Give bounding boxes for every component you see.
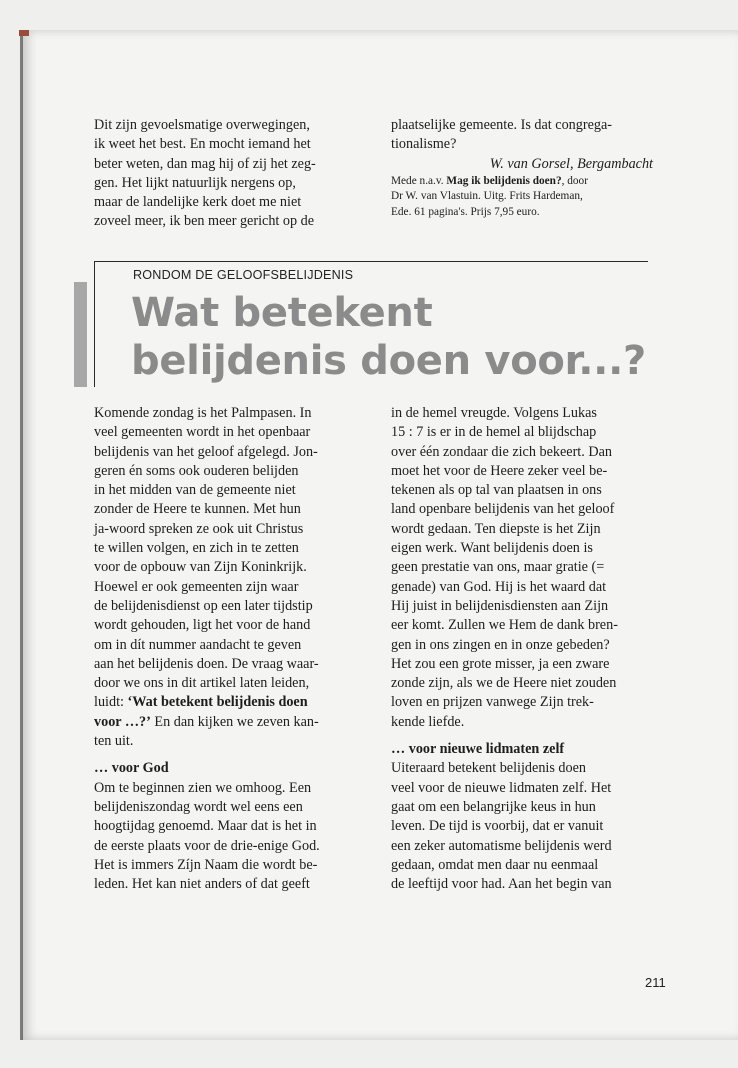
header-rule <box>94 261 648 262</box>
page-number: 211 <box>645 975 666 990</box>
text-line: de belijdenisdienst op een later tijdstip <box>94 597 313 614</box>
article-right-column <box>391 404 653 894</box>
text-line: ten uit. <box>94 733 134 750</box>
text-line: gaat om een belangrijke keus in hun <box>391 798 596 815</box>
question-line-2 <box>94 713 366 732</box>
headline-line-2: belijdenis doen voor...? <box>131 338 646 384</box>
article-headline <box>131 289 651 385</box>
text-line: belijdenis van het geloof afgelegd. Jon- <box>94 443 318 460</box>
text-line: tionalisme? <box>391 136 457 153</box>
previous-article-left-column <box>94 116 366 232</box>
headline-line-1: Wat betekent <box>131 290 433 336</box>
text-line: veel gemeenten wordt in het openbaar <box>94 424 311 441</box>
text-line: Het zou een grote misser, ja een zware <box>391 655 610 672</box>
text-line: kende liefde. <box>391 713 465 730</box>
subhead-nieuwe-lidmaten: … voor nieuwe lidmaten zelf <box>391 741 565 758</box>
text-line: voor de opbouw van Zijn Koninkrijk. <box>94 559 307 576</box>
voor-god-paragraph <box>94 779 366 895</box>
header-accent-bar <box>74 282 87 387</box>
text-line: aan het belijdenis doen. De vraag waar- <box>94 655 319 672</box>
book-spine <box>20 30 23 1040</box>
subhead-voor-god: … voor God <box>94 760 169 777</box>
spine-marker <box>19 30 29 36</box>
text-line: 15 : 7 is er in de hemel al blijdschap <box>391 424 597 441</box>
question-line-1 <box>94 693 366 712</box>
text-line: zoveel meer, ik ben meer gericht op de <box>94 213 315 230</box>
previous-article-paragraph-end <box>391 116 653 155</box>
text-line: beter weten, dan mag hij of zij het zeg- <box>94 155 316 172</box>
article-left-column <box>94 404 366 894</box>
credit-line-3: Ede. 61 pagina's. Prijs 7,95 euro. <box>391 205 540 218</box>
text-line: geren én soms ook ouderen belijden <box>94 462 299 479</box>
credit-prefix: Mede n.a.v. <box>391 174 447 187</box>
text-line: loven en prijzen vanwege Zijn trek- <box>391 694 594 711</box>
text-line: gedaan, omdat men daar nu eenmaal <box>391 856 599 873</box>
intro-paragraph <box>94 404 366 751</box>
text-line: hoogtijdag genoemd. Maar dat is het in <box>94 818 317 835</box>
text-line: Hij juist in belijdenisdiensten aan Zijn <box>391 597 609 614</box>
question-bold-1: ‘Wat betekent belijdenis doen <box>127 694 308 711</box>
credit-book-title: Mag ik belijdenis doen? <box>446 174 562 187</box>
text-line: Uiteraard betekent belijdenis doen <box>391 760 587 777</box>
credit-line-1 <box>391 174 653 190</box>
text-line: in de hemel vreugde. Volgens Lukas <box>391 405 597 421</box>
continued-paragraph <box>391 404 653 732</box>
text-line: eer komt. Zullen we Hem de dank bren- <box>391 617 618 634</box>
text-line: land openbare belijdenis van het geloof <box>391 501 615 518</box>
text-line: gen in ons zingen en in onze gebeden? <box>391 636 610 653</box>
section-kicker: RONDOM DE GELOOFSBELIJDENIS <box>133 268 354 282</box>
previous-article-right-column <box>391 116 653 220</box>
text-line: Het is immers Zíjn Naam die wordt be- <box>94 856 318 873</box>
text-line: wordt gedaan. Ten diepste is het Zijn <box>391 520 601 537</box>
text-line: plaatselijke gemeente. Is dat congrega- <box>391 117 612 133</box>
text-line: ja-woord spreken ze ook uit Christus <box>94 520 304 537</box>
text-line: Dit zijn gevoelsmatige overwegingen, <box>94 117 310 133</box>
text-line: zonde zijn, als we de Heere niet zouden <box>391 675 617 692</box>
text-line: belijdeniszondag wordt wel eens een <box>94 798 303 815</box>
text-line: in het midden van de gemeente niet <box>94 482 296 499</box>
text-line: gen. Het lijkt natuurlijk nergens op, <box>94 174 296 191</box>
text-line: Komende zondag is het Palmpasen. In <box>94 405 312 421</box>
after-question-text: En dan kijken we zeven kan- <box>150 713 319 730</box>
question-bold-2: voor …?’ <box>94 713 151 730</box>
text-line: maar de landelijke kerk doet me niet <box>94 194 302 211</box>
header-rule-vertical <box>94 261 95 387</box>
text-line: wordt gehouden, ligt het voor de hand <box>94 617 311 634</box>
nieuwe-lidmaten-paragraph <box>391 759 653 894</box>
book-credit <box>391 174 653 221</box>
text-line: Hoewel er ook gemeenten zijn waar <box>94 578 299 595</box>
text-line: ik weet het best. En mocht iemand het <box>94 136 311 153</box>
text-line: om in dít nummer aandacht te geven <box>94 636 302 653</box>
text-line: genade) van God. Hij is het waard dat <box>391 578 607 595</box>
text-line: zonder de Heere te kunnen. Met hun <box>94 501 301 518</box>
text-line: geen prestatie van ons, maar gratie (= <box>391 559 605 576</box>
text-line: de eerste plaats voor de drie-enige God. <box>94 837 320 854</box>
text-line: Om te beginnen zien we omhoog. Een <box>94 779 312 796</box>
text-line: leven. De tijd is voorbij, dat er vanuit <box>391 818 604 835</box>
credit-line-2: Dr W. van Vlastuin. Uitg. Frits Hardeman, <box>391 190 583 203</box>
text-line: veel voor de nieuwe lidmaten zelf. Het <box>391 779 612 796</box>
text-line: leden. Het kan niet anders of dat geeft <box>94 876 310 893</box>
text-line: de leeftijd voor had. Aan het begin van <box>391 876 612 893</box>
text-line: door we ons in dit artikel laten leiden, <box>94 675 310 692</box>
text-line: een zeker automatisme belijdenis werd <box>391 837 612 854</box>
luidt-text: luidt: <box>94 694 128 711</box>
text-line: tekenen als op tal van plaatsen in ons <box>391 482 602 499</box>
credit-suffix: , door <box>561 174 588 187</box>
text-line: eigen werk. Want belijdenis doen is <box>391 540 593 557</box>
previous-article-paragraph <box>94 116 366 232</box>
text-line: moet het voor de Heere zeker veel be- <box>391 462 608 479</box>
text-line: over één zondaar die zich bekeert. Dan <box>391 443 612 460</box>
text-line: te willen volgen, en zich in te zetten <box>94 540 299 557</box>
author-signature: W. van Gorsel, Bergambacht <box>489 155 653 172</box>
